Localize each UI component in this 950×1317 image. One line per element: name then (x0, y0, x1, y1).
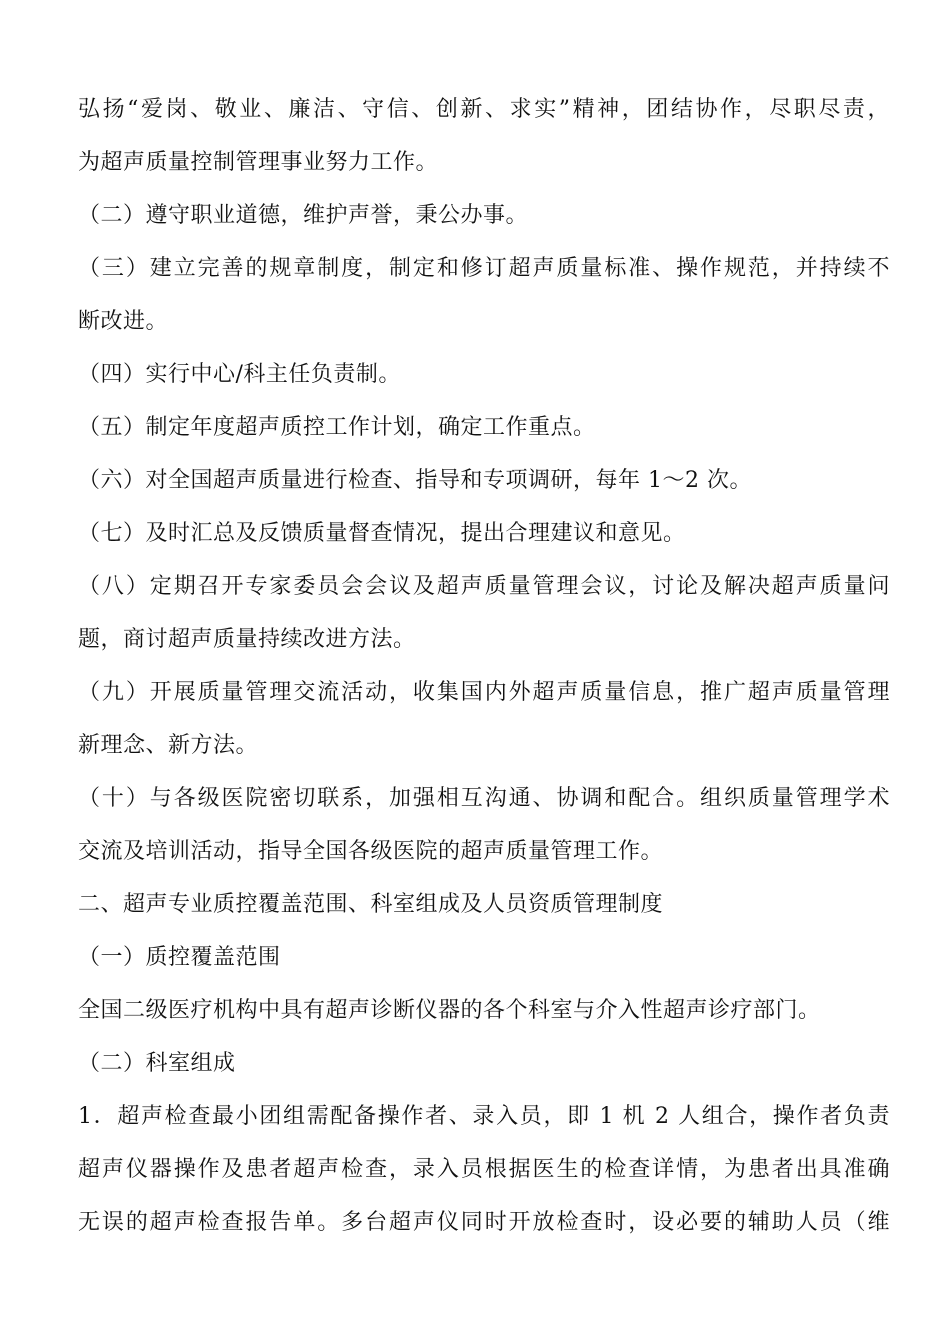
text-line-19: （二）科室组成 (78, 1051, 236, 1076)
text-line-11: 题，商讨超声质量持续改进方法。 (78, 627, 416, 652)
text-line-18: 全国二级医疗机构中具有超声诊断仪器的各个科室与介入性超声诊疗部门。 (78, 998, 821, 1023)
text-line-17: （一）质控覆盖范围 (78, 945, 281, 970)
text-line-5: 断改进。 (78, 309, 169, 334)
text-line-1: 弘扬“爱岗、敬业、廉洁、守信、创新、求实”精神，团结协作，尽职尽责， (78, 97, 890, 122)
text-line-13: 新理念、新方法。 (78, 733, 259, 758)
text-line-8: （六）对全国超声质量进行检查、指导和专项调研，每年 1～2 次。 (78, 468, 752, 493)
text-line-2: 为超声质量控制管理事业努力工作。 (78, 150, 439, 175)
text-line-3: （二）遵守职业道德，维护声誉，秉公办事。 (78, 203, 529, 228)
text-line-15: 交流及培训活动，指导全国各级医院的超声质量管理工作。 (78, 839, 664, 864)
text-line-12: （九）开展质量管理交流活动，收集国内外超声质量信息，推广超声质量管理 (78, 680, 890, 705)
section-heading-2: 二、超声专业质控覆盖范围、科室组成及人员资质管理制度 (78, 892, 664, 917)
text-line-9: （七）及时汇总及反馈质量督查情况，提出合理建议和意见。 (78, 521, 686, 546)
text-line-20: 1．超声检查最小团组需配备操作者、录入员，即 1 机 2 人组合，操作者负责 (78, 1104, 890, 1129)
text-line-7: （五）制定年度超声质控工作计划，确定工作重点。 (78, 415, 596, 440)
text-line-21: 超声仪器操作及患者超声检查，录入员根据医生的检查详情，为患者出具准确 (78, 1157, 890, 1182)
text-line-22: 无误的超声检查报告单。多台超声仪同时开放检查时，设必要的辅助人员（维 (78, 1210, 890, 1235)
text-line-14: （十）与各级医院密切联系，加强相互沟通、协调和配合。组织质量管理学术 (78, 786, 890, 811)
text-line-10: （八）定期召开专家委员会会议及超声质量管理会议，讨论及解决超声质量问 (78, 574, 890, 599)
text-line-6: （四）实行中心/科主任负责制。 (78, 362, 401, 387)
text-line-4: （三）建立完善的规章制度，制定和修订超声质量标准、操作规范，并持续不 (78, 256, 890, 281)
